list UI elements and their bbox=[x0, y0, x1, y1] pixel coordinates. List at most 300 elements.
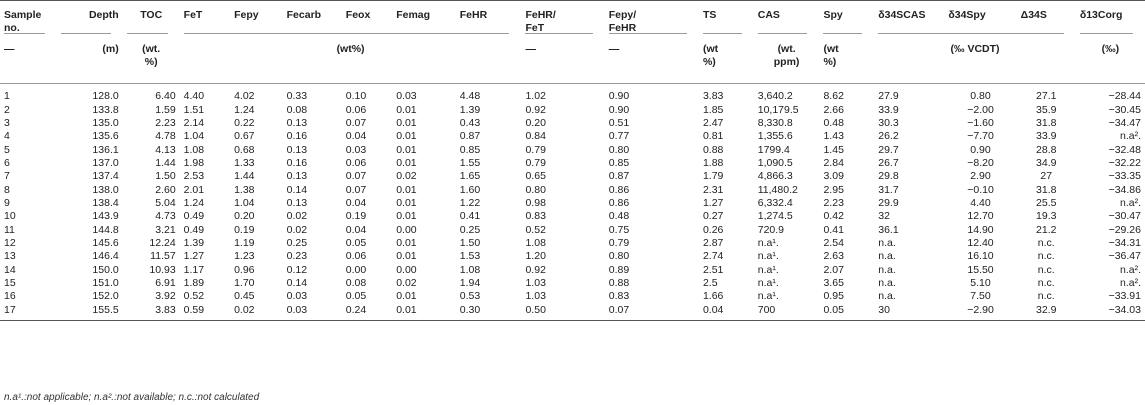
cell-femag: 0.01 bbox=[396, 183, 417, 196]
cell-cas: 4,866.3 bbox=[757, 170, 793, 183]
cell-fepy: 4.02 bbox=[234, 90, 255, 103]
cell-femag: 0.01 bbox=[396, 130, 417, 143]
cell-toc: 4.13 bbox=[155, 143, 176, 156]
cell-d34spy: 4.40 bbox=[970, 196, 991, 209]
cell-D34s: 33.9 bbox=[1036, 130, 1057, 143]
cell-D34s: n.c. bbox=[1037, 250, 1055, 263]
cell-spy: 3.09 bbox=[823, 170, 844, 183]
cell-feox: 0.06 bbox=[345, 103, 367, 116]
cell-fepy-fehr: 0.75 bbox=[608, 223, 630, 236]
unit-depth: (m) bbox=[57, 39, 123, 84]
cell-toc: 4.78 bbox=[155, 130, 176, 143]
cell-depth: 135.6 bbox=[92, 130, 119, 143]
header-fehr: FeHR bbox=[456, 1, 522, 40]
cell-d34scas: 33.9 bbox=[878, 103, 899, 116]
cell-d34scas: 26.7 bbox=[878, 156, 899, 169]
cell-toc: 6.91 bbox=[155, 276, 176, 289]
cell-fepy-fehr: 0.85 bbox=[608, 156, 630, 169]
cell-fet: 4.40 bbox=[183, 90, 205, 103]
cell-d34scas: 30 bbox=[874, 304, 944, 321]
cell-spy: 2.23 bbox=[823, 196, 844, 209]
cell-fecarb: 0.12 bbox=[286, 263, 308, 276]
cell-fet: 0.59 bbox=[180, 304, 230, 321]
header-sample-line2: no. bbox=[4, 22, 20, 34]
cell-sample: 13 bbox=[4, 250, 16, 263]
cell-cas: n.a¹. bbox=[757, 263, 779, 276]
cell-depth: 133.8 bbox=[92, 103, 119, 116]
cell-depth: 137.4 bbox=[92, 170, 119, 183]
cell-fepy-fehr: 0.77 bbox=[608, 130, 630, 143]
cell-cas: 720.9 bbox=[757, 223, 785, 236]
cell-d34spy: 5.10 bbox=[970, 276, 991, 289]
cell-fepy: 0.02 bbox=[230, 304, 283, 321]
cell-femag: 0.01 bbox=[396, 116, 417, 129]
cell-femag: 0.00 bbox=[396, 263, 417, 276]
cell-feox: 0.10 bbox=[345, 90, 367, 103]
cell-fehr: 1.65 bbox=[459, 170, 481, 183]
cell-fepy-fehr: 0.86 bbox=[608, 183, 630, 196]
header-sample-line1: Sample bbox=[4, 9, 42, 21]
cell-fepy: 0.20 bbox=[234, 210, 255, 223]
cell-fehr: 1.53 bbox=[459, 250, 481, 263]
cell-d13corg: −32.48 bbox=[1108, 143, 1141, 156]
cell-feox: 0.04 bbox=[345, 196, 367, 209]
cell-D34s: 28.8 bbox=[1036, 143, 1057, 156]
table-row bbox=[0, 250, 1145, 263]
cell-fepy-fehr: 0.90 bbox=[608, 90, 630, 103]
cell-d34spy: 0.80 bbox=[970, 90, 991, 103]
cell-D34s: 31.8 bbox=[1036, 183, 1057, 196]
cell-fehr-fet: 0.98 bbox=[525, 196, 546, 209]
cell-fecarb: 0.03 bbox=[283, 304, 342, 321]
cell-toc: 3.92 bbox=[155, 290, 176, 303]
cell-femag: 0.01 bbox=[396, 290, 417, 303]
cell-ts: 0.26 bbox=[702, 223, 724, 236]
unit-spy: (wt %) bbox=[819, 39, 874, 84]
cell-fet: 1.04 bbox=[183, 130, 205, 143]
cell-toc: 5.04 bbox=[155, 196, 176, 209]
cell-cas: n.a¹. bbox=[757, 276, 779, 289]
cell-fehr: 0.53 bbox=[459, 290, 481, 303]
cell-fet: 1.39 bbox=[183, 236, 205, 249]
cell-femag: 0.01 bbox=[396, 143, 417, 156]
cell-ts: 2.31 bbox=[702, 183, 724, 196]
cell-feox: 0.06 bbox=[345, 156, 367, 169]
table-row bbox=[0, 103, 1145, 116]
cell-toc: 2.23 bbox=[155, 116, 176, 129]
cell-fepy-fehr: 0.83 bbox=[608, 290, 630, 303]
cell-fepy: 1.70 bbox=[234, 276, 255, 289]
cell-fehr-fet: 0.83 bbox=[525, 210, 546, 223]
cell-depth: 145.6 bbox=[92, 236, 119, 249]
header-feox: Feox bbox=[342, 1, 392, 40]
cell-spy: 2.63 bbox=[823, 250, 844, 263]
cell-sample: 4 bbox=[4, 130, 10, 143]
cell-d34spy: −1.60 bbox=[967, 116, 994, 129]
cell-d34scas: 31.7 bbox=[878, 183, 899, 196]
cell-sample: 3 bbox=[4, 116, 10, 129]
header-D34s: Δ34S bbox=[1017, 1, 1076, 40]
cell-fecarb: 0.13 bbox=[286, 143, 308, 156]
cell-spy: 0.41 bbox=[823, 223, 844, 236]
cell-fepy-fehr: 0.79 bbox=[608, 236, 630, 249]
cell-d34spy: 16.10 bbox=[967, 250, 994, 263]
header-d13corg: δ13Corg bbox=[1076, 1, 1145, 40]
cell-spy: 3.65 bbox=[823, 276, 844, 289]
table-row bbox=[0, 277, 1145, 290]
cell-fepy: 1.23 bbox=[234, 250, 255, 263]
cell-feox: 0.07 bbox=[345, 116, 367, 129]
unit-sample: — bbox=[0, 39, 57, 84]
cell-toc: 1.44 bbox=[155, 156, 176, 169]
cell-feox: 0.05 bbox=[345, 236, 367, 249]
cell-d13corg: −34.03 bbox=[1076, 304, 1145, 321]
cell-fepy: 1.04 bbox=[234, 196, 255, 209]
cell-d34scas: 32 bbox=[878, 210, 890, 223]
cell-d13corg: −28.44 bbox=[1108, 90, 1141, 103]
cell-fepy: 0.19 bbox=[234, 223, 255, 236]
cell-fehr-fet: 1.03 bbox=[525, 290, 546, 303]
cell-femag: 0.01 bbox=[392, 304, 456, 321]
cell-toc: 6.40 bbox=[155, 90, 176, 103]
cell-fet: 1.89 bbox=[183, 276, 205, 289]
cell-fet: 0.49 bbox=[183, 223, 205, 236]
cell-femag: 0.01 bbox=[396, 103, 417, 116]
cell-d13corg: −34.31 bbox=[1108, 236, 1141, 249]
cell-D34s: 31.8 bbox=[1036, 116, 1057, 129]
cell-fehr-fet: 0.52 bbox=[525, 223, 546, 236]
cell-D34s: 27.1 bbox=[1036, 90, 1057, 103]
cell-fepy: 0.22 bbox=[234, 116, 255, 129]
cell-fet: 0.52 bbox=[183, 290, 205, 303]
cell-d13corg: −29.26 bbox=[1108, 223, 1141, 236]
cell-fecarb: 0.14 bbox=[286, 276, 308, 289]
cell-fehr: 0.85 bbox=[459, 143, 481, 156]
header-fet: FeT bbox=[180, 1, 230, 40]
unit-toc: (wt. %) bbox=[123, 39, 180, 84]
cell-d34spy: −2.90 bbox=[944, 304, 1016, 321]
cell-spy: 2.07 bbox=[823, 263, 844, 276]
cell-fehr-fet: 0.79 bbox=[525, 156, 546, 169]
cell-fepy-fehr: 0.80 bbox=[608, 143, 630, 156]
cell-feox: 0.07 bbox=[345, 170, 367, 183]
cell-ts: 0.81 bbox=[702, 130, 724, 143]
cell-fet: 2.14 bbox=[183, 116, 205, 129]
cell-d13corg: −34.47 bbox=[1108, 116, 1141, 129]
cell-feox: 0.05 bbox=[345, 290, 367, 303]
cell-feox: 0.00 bbox=[345, 263, 367, 276]
unit-fepy-fehr: — bbox=[605, 39, 699, 84]
cell-fehr: 1.08 bbox=[459, 263, 481, 276]
cell-ts: 2.47 bbox=[702, 116, 724, 129]
table-row bbox=[0, 304, 1145, 321]
cell-ts: 1.79 bbox=[702, 170, 724, 183]
cell-toc: 3.21 bbox=[155, 223, 176, 236]
cell-feox: 0.04 bbox=[345, 130, 367, 143]
cell-d13corg: −33.91 bbox=[1108, 290, 1141, 303]
unit-cas: (wt. ppm) bbox=[754, 39, 820, 84]
header-spy: Spy bbox=[819, 1, 874, 40]
cell-fet: 1.98 bbox=[183, 156, 205, 169]
cell-sample: 7 bbox=[4, 170, 10, 183]
cell-fepy: 0.45 bbox=[234, 290, 255, 303]
cell-sample: 8 bbox=[4, 183, 10, 196]
table-row bbox=[0, 223, 1145, 236]
cell-fecarb: 0.13 bbox=[286, 196, 308, 209]
cell-cas: n.a¹. bbox=[757, 250, 779, 263]
cell-fehr-fet: 0.84 bbox=[525, 130, 546, 143]
cell-femag: 0.01 bbox=[396, 196, 417, 209]
table-row bbox=[0, 170, 1145, 183]
cell-fet: 0.49 bbox=[183, 210, 205, 223]
cell-cas: 11,480.2 bbox=[757, 183, 798, 196]
cell-femag: 0.01 bbox=[396, 156, 417, 169]
table-row bbox=[0, 117, 1145, 130]
cell-fet: 2.01 bbox=[183, 183, 205, 196]
unit-fehr-fet: — bbox=[521, 39, 604, 84]
cell-fepy: 0.67 bbox=[234, 130, 255, 143]
cell-ts: 0.88 bbox=[702, 143, 724, 156]
cell-D34s: n.c. bbox=[1037, 276, 1055, 289]
cell-D34s: 21.2 bbox=[1036, 223, 1057, 236]
table-row bbox=[0, 263, 1145, 276]
cell-fepy: 1.24 bbox=[234, 103, 255, 116]
cell-fecarb: 0.03 bbox=[286, 290, 308, 303]
cell-feox: 0.06 bbox=[345, 250, 367, 263]
cell-ts: 0.04 bbox=[699, 304, 754, 321]
cell-ts: 1.88 bbox=[702, 156, 724, 169]
cell-fecarb: 0.02 bbox=[286, 223, 308, 236]
cell-toc: 10.93 bbox=[149, 263, 176, 276]
cell-fet: 1.08 bbox=[183, 143, 205, 156]
cell-sample: 17 bbox=[0, 304, 57, 321]
cell-sample: 16 bbox=[4, 290, 16, 303]
cell-fepy: 1.44 bbox=[234, 170, 255, 183]
cell-fehr: 1.60 bbox=[459, 183, 481, 196]
cell-fepy-fehr: 0.90 bbox=[608, 103, 630, 116]
cell-depth: 146.4 bbox=[92, 250, 119, 263]
cell-d34scas: 29.8 bbox=[878, 170, 899, 183]
cell-spy: 2.95 bbox=[823, 183, 844, 196]
cell-d34scas: 26.2 bbox=[878, 130, 899, 143]
header-ts: TS bbox=[699, 1, 754, 40]
cell-depth: 138.0 bbox=[92, 183, 119, 196]
cell-femag: 0.02 bbox=[396, 170, 417, 183]
cell-fecarb: 0.08 bbox=[286, 103, 308, 116]
cell-fehr-fet: 0.50 bbox=[521, 304, 604, 321]
cell-d13corg: −34.86 bbox=[1108, 183, 1141, 196]
cell-d34spy: 12.40 bbox=[967, 236, 994, 249]
cell-fepy: 1.33 bbox=[234, 156, 255, 169]
cell-depth: 137.0 bbox=[92, 156, 119, 169]
cell-d13corg: n.a². bbox=[1119, 196, 1141, 209]
cell-ts: 1.85 bbox=[702, 103, 724, 116]
cell-fehr: 0.43 bbox=[459, 116, 481, 129]
cell-d13corg: n.a². bbox=[1119, 130, 1141, 143]
table-row bbox=[0, 84, 1145, 104]
cell-d34spy: 12.70 bbox=[967, 210, 994, 223]
cell-depth: 150.0 bbox=[92, 263, 119, 276]
cell-d34spy: 0.90 bbox=[970, 143, 991, 156]
cell-spy: 0.95 bbox=[823, 290, 844, 303]
cell-toc: 12.24 bbox=[149, 236, 176, 249]
cell-feox: 0.04 bbox=[345, 223, 367, 236]
cell-D34s: n.c. bbox=[1037, 290, 1055, 303]
cell-spy: 2.84 bbox=[823, 156, 844, 169]
cell-d34spy: −2.00 bbox=[967, 103, 994, 116]
cell-feox: 0.03 bbox=[345, 143, 367, 156]
cell-d13corg: n.a². bbox=[1119, 276, 1141, 289]
cell-fehr-fet: 0.65 bbox=[525, 170, 546, 183]
cell-sample: 10 bbox=[4, 210, 16, 223]
cell-cas: 1,274.5 bbox=[757, 210, 793, 223]
cell-depth: 136.1 bbox=[92, 143, 119, 156]
cell-D34s: n.c. bbox=[1037, 236, 1055, 249]
cell-femag: 0.01 bbox=[396, 236, 417, 249]
cell-depth: 155.5 bbox=[57, 304, 123, 321]
cell-depth: 143.9 bbox=[92, 210, 119, 223]
cell-fecarb: 0.33 bbox=[286, 90, 308, 103]
cell-fehr-fet: 1.08 bbox=[525, 236, 546, 249]
cell-D34s: 32.9 bbox=[1017, 304, 1076, 321]
cell-spy: 0.42 bbox=[823, 210, 844, 223]
cell-fehr-fet: 1.03 bbox=[525, 276, 546, 289]
cell-fepy-fehr: 0.51 bbox=[608, 116, 630, 129]
cell-fepy: 0.96 bbox=[234, 263, 255, 276]
cell-toc: 2.60 bbox=[155, 183, 176, 196]
cell-femag: 0.02 bbox=[396, 276, 417, 289]
cell-d34scas: 30.3 bbox=[878, 116, 899, 129]
cell-cas: 10,179.5 bbox=[757, 103, 799, 116]
header-fehr-fet: FeHR/ FeT bbox=[521, 1, 604, 40]
header-toc: TOC bbox=[123, 1, 180, 40]
cell-sample: 9 bbox=[4, 196, 10, 209]
table-row bbox=[0, 237, 1145, 250]
cell-femag: 0.03 bbox=[396, 90, 417, 103]
header-fecarb: Fecarb bbox=[283, 1, 342, 40]
cell-femag: 0.01 bbox=[396, 210, 417, 223]
cell-fet: 1.24 bbox=[183, 196, 205, 209]
cell-D34s: 27 bbox=[1040, 170, 1053, 183]
cell-cas: 1,090.5 bbox=[757, 156, 793, 169]
cell-fehr-fet: 0.80 bbox=[525, 183, 546, 196]
cell-fehr-fet: 0.20 bbox=[525, 116, 546, 129]
cell-depth: 144.8 bbox=[92, 223, 119, 236]
cell-fepy-fehr: 0.07 bbox=[605, 304, 699, 321]
cell-fecarb: 0.13 bbox=[286, 170, 308, 183]
cell-sample: 6 bbox=[4, 156, 10, 169]
header-d34spy: δ34Spy bbox=[944, 1, 1016, 40]
table-row bbox=[0, 143, 1145, 156]
cell-d34spy: 14.90 bbox=[967, 223, 994, 236]
cell-fecarb: 0.16 bbox=[286, 156, 308, 169]
cell-sample: 12 bbox=[4, 236, 16, 249]
cell-spy: 8.62 bbox=[823, 90, 844, 103]
unit-d13corg: (‰) bbox=[1076, 39, 1145, 84]
cell-feox: 0.07 bbox=[345, 183, 367, 196]
cell-spy: 0.48 bbox=[823, 116, 844, 129]
cell-d34spy: −7.70 bbox=[967, 130, 994, 143]
cell-d13corg: −30.47 bbox=[1108, 210, 1141, 223]
table-footnote: n.a¹.:not applicable; n.a².:not available; n.c.:not calculated bbox=[4, 392, 260, 403]
header-d34scas: δ34SCAS bbox=[874, 1, 944, 40]
cell-ts: 1.27 bbox=[702, 196, 724, 209]
cell-fecarb: 0.23 bbox=[286, 250, 308, 263]
cell-spy: 2.66 bbox=[823, 103, 844, 116]
cell-fehr-fet: 0.92 bbox=[525, 103, 546, 116]
header-fepy-fehr: Fepy/ FeHR bbox=[605, 1, 699, 40]
table-row bbox=[0, 183, 1145, 196]
cell-fet: 1.51 bbox=[183, 103, 205, 116]
cell-fehr-fet: 1.02 bbox=[525, 90, 546, 103]
cell-fecarb: 0.25 bbox=[286, 236, 308, 249]
cell-d13corg: n.a². bbox=[1119, 263, 1141, 276]
cell-fecarb: 0.14 bbox=[286, 183, 308, 196]
cell-fet: 2.53 bbox=[183, 170, 205, 183]
cell-depth: 152.0 bbox=[92, 290, 119, 303]
cell-d34spy: 7.50 bbox=[970, 290, 991, 303]
cell-depth: 151.0 bbox=[92, 276, 119, 289]
cell-ts: 3.83 bbox=[702, 90, 724, 103]
cell-toc: 1.59 bbox=[155, 103, 176, 116]
cell-fehr: 4.48 bbox=[459, 90, 481, 103]
cell-fehr: 0.25 bbox=[459, 223, 481, 236]
cell-feox: 0.24 bbox=[342, 304, 392, 321]
unit-fe-group: (wt%) bbox=[180, 39, 522, 84]
cell-fehr-fet: 1.20 bbox=[525, 250, 546, 263]
cell-fecarb: 0.13 bbox=[286, 116, 308, 129]
cell-fehr: 1.94 bbox=[459, 276, 481, 289]
cell-toc: 11.57 bbox=[150, 250, 176, 263]
cell-fepy: 0.68 bbox=[234, 143, 255, 156]
cell-fehr: 0.41 bbox=[459, 210, 481, 223]
cell-fet: 1.17 bbox=[183, 263, 205, 276]
cell-cas: n.a¹. bbox=[757, 236, 779, 249]
cell-fehr: 1.55 bbox=[459, 156, 481, 169]
cell-d34scas: 27.9 bbox=[878, 90, 899, 103]
cell-spy: 0.05 bbox=[819, 304, 874, 321]
cell-d13corg: −36.47 bbox=[1108, 250, 1141, 263]
cell-sample: 15 bbox=[4, 276, 16, 289]
cell-fepy-fehr: 0.88 bbox=[608, 276, 630, 289]
cell-d34scas: n.a. bbox=[878, 263, 896, 276]
unit-s-group: (‰ VCDT) bbox=[874, 39, 1076, 84]
cell-spy: 1.43 bbox=[823, 130, 844, 143]
cell-fehr: 1.22 bbox=[459, 196, 481, 209]
cell-d34spy: 2.90 bbox=[970, 170, 991, 183]
header-fepy: Fepy bbox=[230, 1, 283, 40]
cell-D34s: 25.5 bbox=[1036, 196, 1057, 209]
cell-fehr: 1.39 bbox=[459, 103, 481, 116]
cell-depth: 128.0 bbox=[92, 90, 119, 103]
cell-toc: 3.83 bbox=[123, 304, 180, 321]
cell-d34scas: n.a. bbox=[878, 276, 896, 289]
header-depth: Depth bbox=[57, 1, 123, 40]
cell-sample: 14 bbox=[4, 263, 16, 276]
cell-cas: 1,355.6 bbox=[757, 130, 793, 143]
cell-D34s: n.c. bbox=[1037, 263, 1055, 276]
cell-d34spy: −0.10 bbox=[967, 183, 994, 196]
cell-cas: n.a¹. bbox=[757, 290, 779, 303]
cell-d13corg: −33.35 bbox=[1108, 170, 1141, 183]
cell-fepy: 1.38 bbox=[234, 183, 255, 196]
cell-depth: 135.0 bbox=[92, 116, 119, 129]
cell-cas: 700 bbox=[754, 304, 820, 321]
cell-fehr-fet: 0.92 bbox=[525, 263, 546, 276]
cell-d34scas: n.a. bbox=[878, 236, 896, 249]
cell-ts: 2.51 bbox=[702, 263, 724, 276]
unit-ts: (wt %) bbox=[699, 39, 754, 84]
